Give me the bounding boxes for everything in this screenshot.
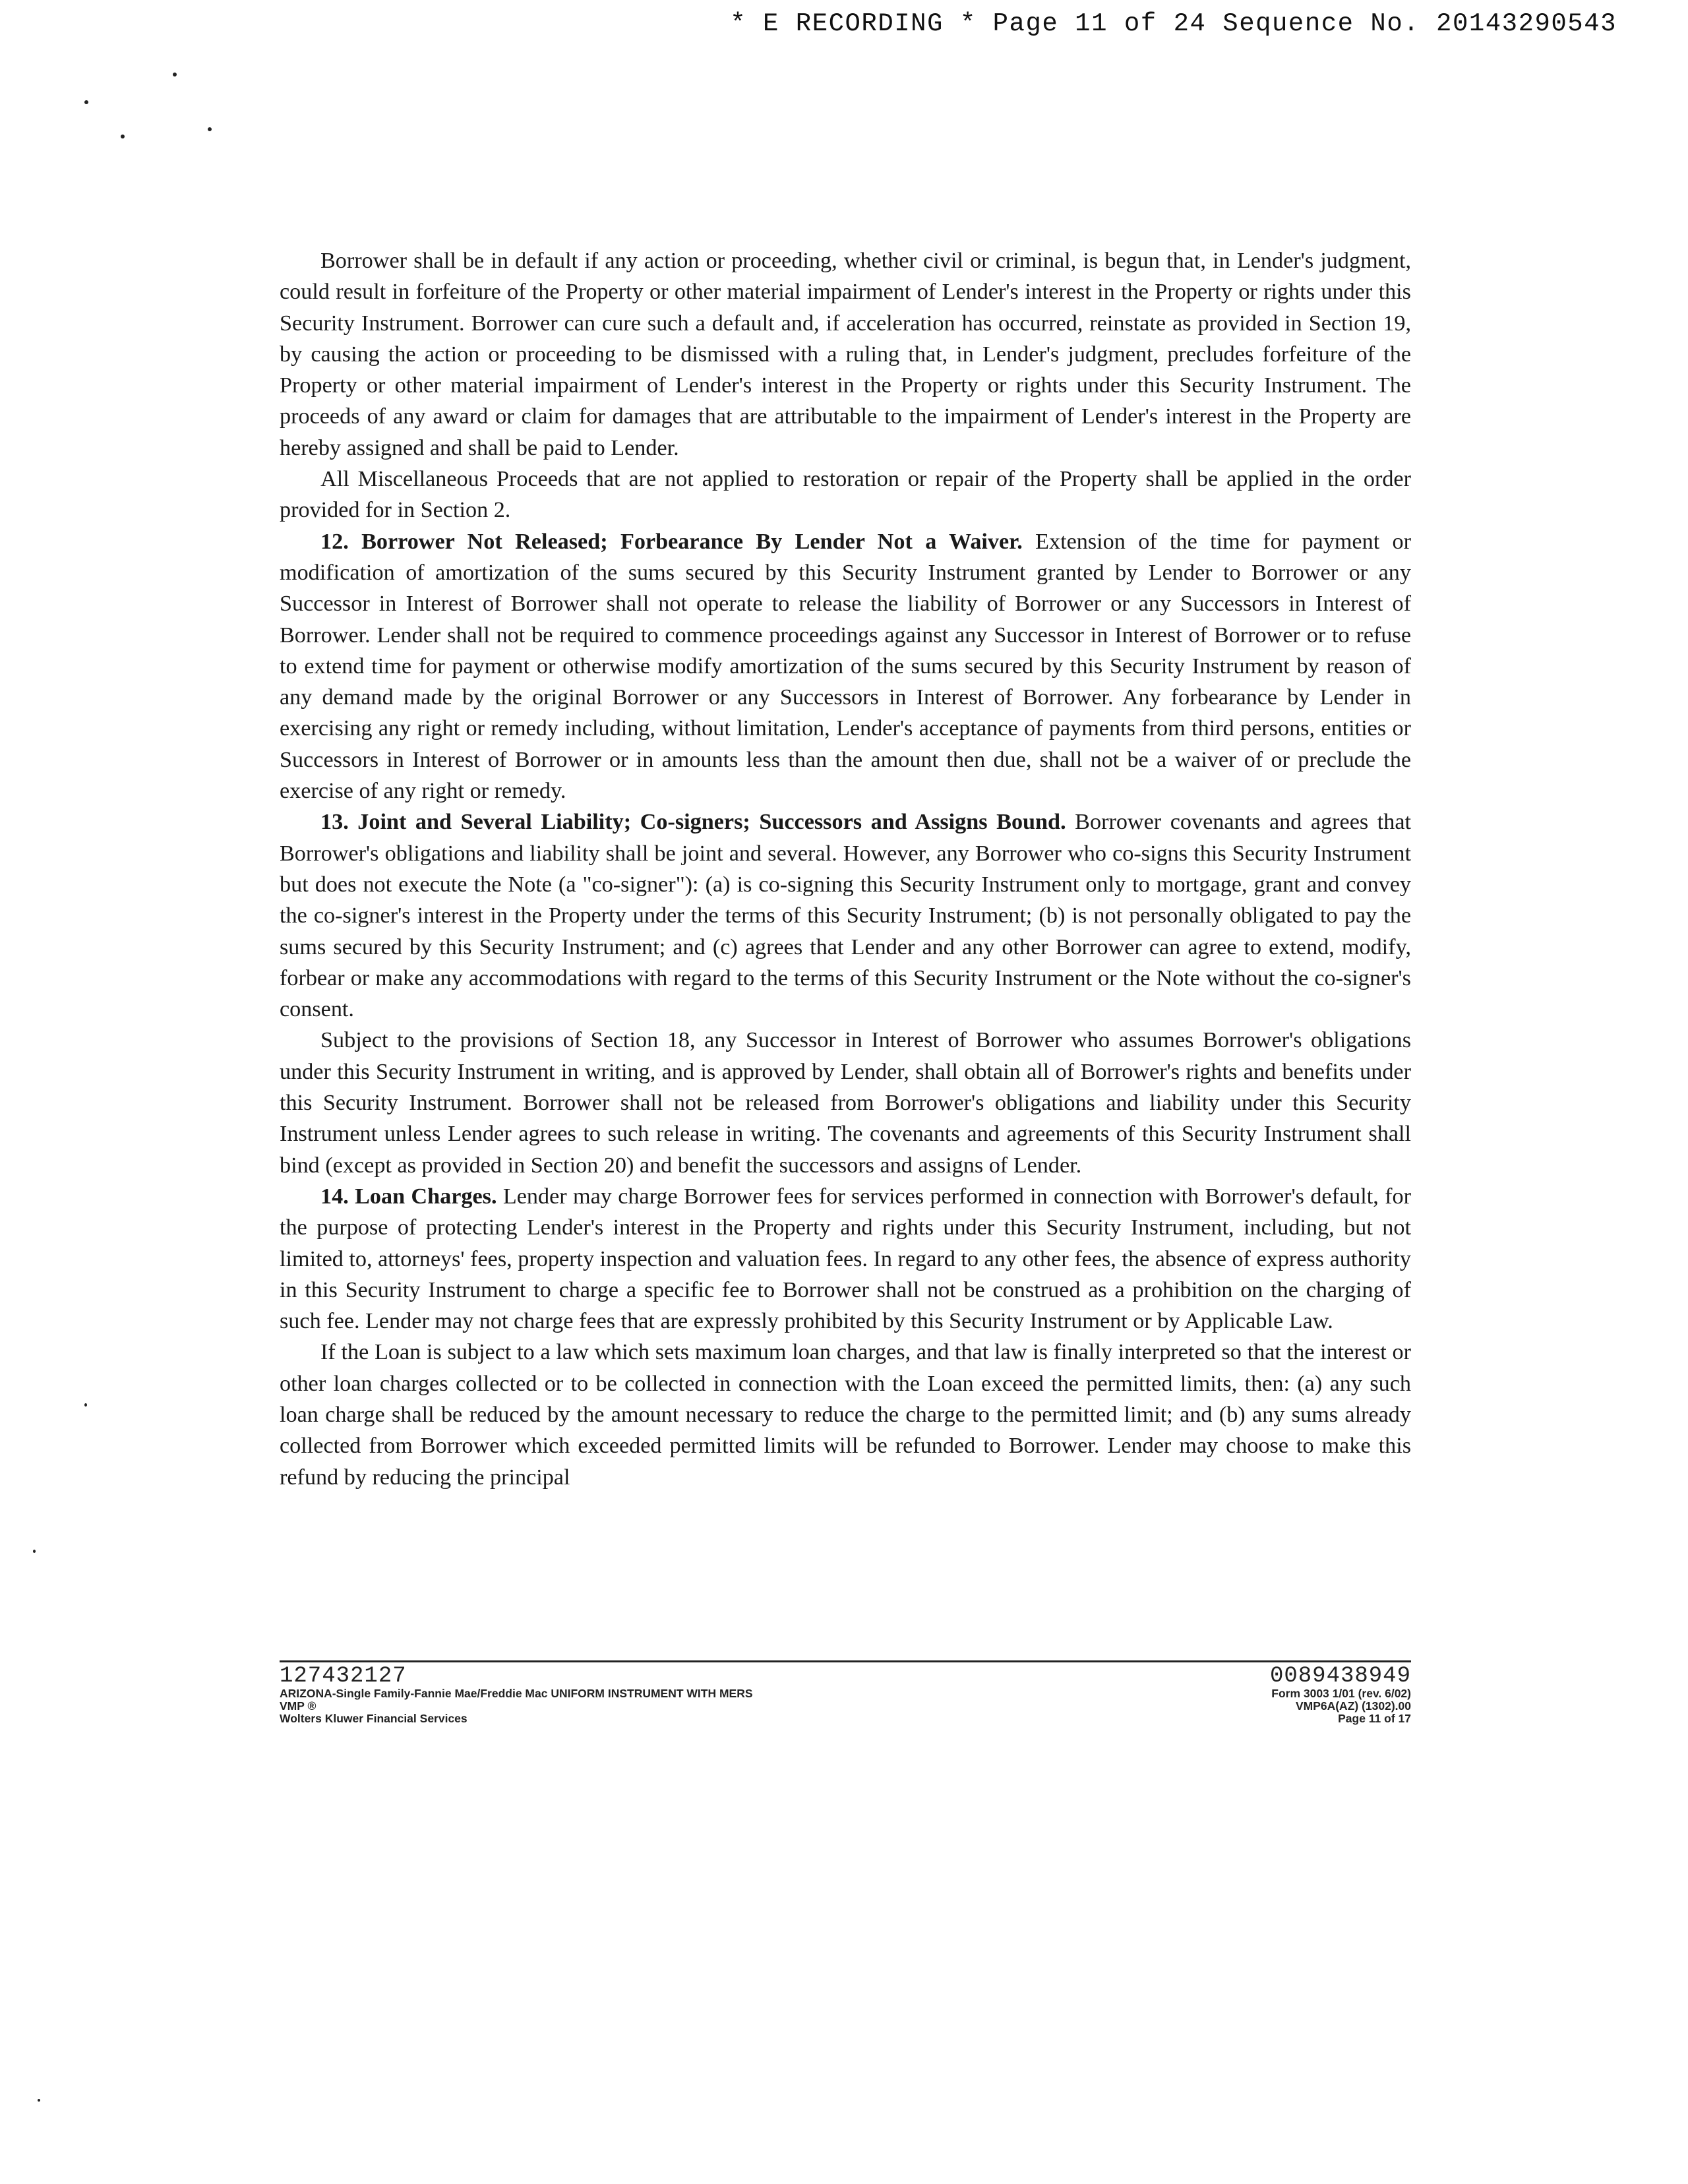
paragraph-default-forfeiture: Borrower shall be in default if any action or proceeding, whether civil or criminal, is begun that, in Lender's judgment, could result in forfeiture of the Property or other material impairment of Lender's interest in the Property or rights under this Security Instrument. Borrower can cure such a default and, if acceleration has occurred, reinstate as provided in Section 19, by causing the action or proceeding to be dismissed with a ruling that, in Lender's judgment, precludes forfeiture of the Property or other material impairment of Lender's interest in the Property or rights under this Security Instrument. The proceeds of any award or claim for damages that are attributable to the impairment of Lender's interest in the Property are hereby assigned and shall be paid to Lender. bbox=[280, 249, 1411, 460]
vmp-mark: VMP ® bbox=[280, 1699, 316, 1713]
scan-speck bbox=[33, 1550, 36, 1553]
section-13-text: Borrower covenants and agrees that Borrower's obligations and liability shall be joint and several. However, any Borrower who co-signs this Security Instrument but does not execute the Note (a "co-signer"): (a) is co-signing this Security Instrument only to mortgage, grant and convey the co-signer's interest in the Property under the terms of this Security Instrument; (b) is not personally obligated to pay the sums secured by this Security Instrument; and (c) agrees that Lender and any other Borrower can agree to extend, modify, forbear or make any accommodations with regard to the terms of this Security Instrument or the Note without the co-signer's consent. bbox=[280, 810, 1411, 1022]
scan-speck bbox=[208, 127, 212, 131]
mers-number: 0089438949 bbox=[1269, 1664, 1411, 1689]
recording-header: * E RECORDING * Page 11 of 24 Sequence No. 20143290543 bbox=[730, 9, 1617, 38]
scan-speck bbox=[38, 2099, 40, 2102]
footer-rule bbox=[280, 1660, 1411, 1662]
vmp-code: VMP6A(AZ) (1302).00 bbox=[1295, 1699, 1411, 1713]
section-12-text: Extension of the time for payment or modification of amortization of the sums secured by this Security Instrument granted by Lender to Borrower or any Successor in Interest of Borrower shall not operate to release the liability of Borrower or any Successors in Interest of Borrower. Lender shall not be required to commence proceedings against any Successor in Interest of Borrower or to refuse to extend time for payment or otherwise modify amortization of the sums secured by this Security Instrument by reason of any demand made by the original Borrower or any Successors in Interest of Borrower. Any forbearance by Lender in exercising any right or remedy including, without limitation, Lender's acceptance of payments from third persons, entities or Successors in Interest of Borrower or in amounts less than the amount then due, shall not be a waiver of or preclude the exercise of any right or remedy. bbox=[280, 529, 1412, 804]
scan-speck bbox=[84, 100, 88, 104]
scan-speck bbox=[121, 135, 125, 138]
form-description: ARIZONA-Single Family-Fannie Mae/Freddie Mac UNIFORM INSTRUMENT WITH MERS bbox=[280, 1687, 753, 1700]
footer-right bbox=[1015, 1665, 1411, 1725]
paragraph-misc-proceeds: All Miscellaneous Proceeds that are not applied to restoration or repair of the Property shall be applied in the order provided for in Section 2. bbox=[280, 467, 1411, 523]
section-12 bbox=[280, 526, 1411, 807]
loan-number: 127432127 bbox=[280, 1664, 407, 1689]
publisher: Wolters Kluwer Financial Services bbox=[280, 1712, 467, 1725]
scan-speck bbox=[84, 1403, 87, 1407]
section-14 bbox=[280, 1181, 1411, 1337]
section-13 bbox=[280, 806, 1411, 1025]
paragraph-loan-charge-limits: If the Loan is subject to a law which sets maximum loan charges, and that law is finally interpreted so that the interest or other loan charges collected or to be collected in connection with the Loan exceed the permitted limits, then: (a) any such loan charge shall be reduced by the amount necessary to reduce the charge to the permitted limit; and (b) any sums already collected from Borrower which exceeded permitted limits will be refunded to Borrower. Lender may choose to make this refund by reducing the principal bbox=[280, 1340, 1411, 1490]
section-13-heading: 13. Joint and Several Liability; Co-signers; Successors and Assigns Bound. bbox=[320, 810, 1066, 835]
section-14-heading: 14. Loan Charges. bbox=[320, 1184, 497, 1209]
document-body bbox=[280, 245, 1411, 1493]
form-number: Form 3003 1/01 (rev. 6/02) bbox=[1271, 1687, 1411, 1700]
page-label: Page 11 of 17 bbox=[1338, 1712, 1411, 1725]
paragraph-successors: Subject to the provisions of Section 18, any Successor in Interest of Borrower who assumes Borrower's obligations under this Security Instrument in writing, and is approved by Lender, shall obtain all of Borrower's rights and benefits under this Security Instrument. Borrower shall not be released from Borrower's obligations and liability under this Security Instrument unless Lender agrees to such release in writing. The covenants and agreements of this Security Instrument shall bind (except as provided in Section 20) and benefit the successors and assigns of Lender. bbox=[280, 1028, 1411, 1178]
section-12-heading: 12. Borrower Not Released; Forbearance By Lender Not a Waiver. bbox=[320, 529, 1023, 554]
section-14-text: Lender may charge Borrower fees for services performed in connection with Borrower's default, for the purpose of protecting Lender's interest in the Property and rights under this Security Instrument, including, but not limited to, attorneys' fees, property inspection and valuation fees. In regard to any other fees, the absence of express authority in this Security Instrument to charge a specific fee to Borrower shall not be construed as a prohibition on the charging of such fee. Lender may not charge fees that are expressly prohibited by this Security Instrument or by Applicable Law. bbox=[280, 1184, 1411, 1334]
footer-left bbox=[280, 1665, 1005, 1725]
scan-speck bbox=[173, 73, 177, 76]
